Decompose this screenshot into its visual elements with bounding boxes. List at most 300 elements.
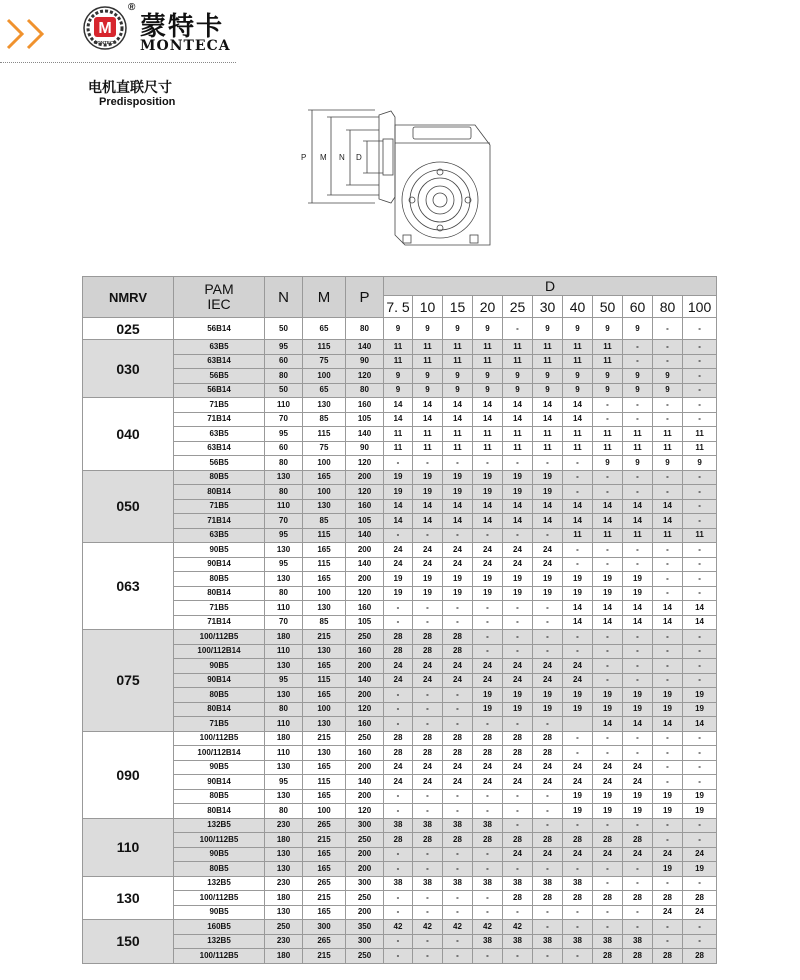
pam-iec-cell: 71B5: [174, 601, 265, 616]
table-cell: 28: [443, 630, 473, 645]
table-cell: -: [593, 485, 623, 500]
table-cell: 24: [413, 673, 443, 688]
table-cell: 24: [533, 760, 563, 775]
table-row: [83, 630, 717, 645]
table-cell: -: [683, 543, 717, 558]
table-cell: 9: [683, 456, 717, 471]
table-cell: 200: [346, 659, 384, 674]
table-cell: 165: [303, 789, 346, 804]
table-cell: 265: [303, 818, 346, 833]
table-cell: -: [413, 688, 443, 703]
table-cell: -: [653, 920, 683, 935]
table-cell: 200: [346, 543, 384, 558]
table-cell: 19: [683, 702, 717, 717]
table-cell: 42: [413, 920, 443, 935]
table-cell: 9: [443, 318, 473, 340]
table-cell: 38: [533, 934, 563, 949]
table-cell: 85: [303, 615, 346, 630]
table-cell: 80: [265, 485, 303, 500]
table-cell: 24: [563, 847, 593, 862]
table-cell: 80: [346, 383, 384, 398]
table-cell: 95: [265, 775, 303, 790]
table-cell: 9: [563, 318, 593, 340]
table-cell: 28: [384, 630, 413, 645]
table-cell: -: [683, 644, 717, 659]
table-cell: 9: [653, 369, 683, 384]
table-cell: 9: [384, 383, 413, 398]
table-cell: 130: [265, 659, 303, 674]
col-header-d-5: 30: [533, 296, 563, 318]
table-cell: -: [533, 862, 563, 877]
nmrv-size: 075: [83, 630, 174, 732]
table-cell: 14: [473, 398, 503, 413]
pam-iec-cell: 90B5: [174, 847, 265, 862]
col-header-d-0: 7. 5: [384, 296, 413, 318]
table-cell: -: [503, 818, 533, 833]
table-cell: -: [563, 644, 593, 659]
table-row: [83, 485, 717, 500]
table-cell: 11: [653, 427, 683, 442]
table-cell: 130: [265, 789, 303, 804]
table-cell: -: [653, 731, 683, 746]
table-cell: 28: [413, 833, 443, 848]
table-cell: -: [384, 688, 413, 703]
table-cell: 28: [413, 731, 443, 746]
table-cell: -: [563, 557, 593, 572]
table-cell: 250: [346, 731, 384, 746]
dimension-table: [82, 276, 717, 964]
table-cell: 28: [653, 891, 683, 906]
table-cell: 115: [303, 775, 346, 790]
table-cell: 9: [563, 369, 593, 384]
pam-iec-cell: 71B5: [174, 499, 265, 514]
table-cell: -: [384, 528, 413, 543]
table-cell: 14: [533, 514, 563, 529]
table-row: [83, 318, 717, 340]
table-cell: -: [443, 456, 473, 471]
table-cell: 19: [443, 586, 473, 601]
table-cell: 95: [265, 557, 303, 572]
table-cell: 14: [623, 514, 653, 529]
table-cell: 130: [303, 717, 346, 732]
table-cell: -: [653, 412, 683, 427]
col-header-d-1: 10: [413, 296, 443, 318]
table-cell: -: [683, 934, 717, 949]
table-cell: 160: [346, 717, 384, 732]
table-row: [83, 383, 717, 398]
table-row: [83, 876, 717, 891]
table-cell: 160: [346, 398, 384, 413]
table-cell: 95: [265, 528, 303, 543]
table-cell: 28: [413, 630, 443, 645]
table-cell: -: [653, 470, 683, 485]
table-cell: 19: [593, 688, 623, 703]
table-cell: -: [653, 398, 683, 413]
table-cell: -: [503, 318, 533, 340]
table-cell: 14: [563, 499, 593, 514]
table-cell: -: [593, 543, 623, 558]
col-header-m: M: [303, 277, 346, 318]
pam-iec-cell: 80B5: [174, 789, 265, 804]
table-cell: 38: [563, 876, 593, 891]
table-cell: -: [413, 804, 443, 819]
pam-iec-cell: 80B14: [174, 804, 265, 819]
table-cell: 24: [533, 775, 563, 790]
col-header-d-10: 100: [683, 296, 717, 318]
pam-iec-cell: 63B14: [174, 441, 265, 456]
pam-iec-cell: 56B14: [174, 383, 265, 398]
table-cell: -: [533, 789, 563, 804]
table-cell: 200: [346, 905, 384, 920]
table-cell: -: [683, 369, 717, 384]
table-cell: -: [683, 514, 717, 529]
table-cell: 19: [473, 702, 503, 717]
table-cell: 115: [303, 528, 346, 543]
table-cell: 100: [303, 485, 346, 500]
table-cell: 24: [593, 775, 623, 790]
table-cell: 95: [265, 427, 303, 442]
table-cell: 28: [384, 731, 413, 746]
table-row: [83, 427, 717, 442]
table-cell: -: [503, 630, 533, 645]
pam-iec-cell: 160B5: [174, 920, 265, 935]
table-row: [83, 760, 717, 775]
double-chevron-icon: [6, 14, 54, 54]
table-cell: 24: [683, 905, 717, 920]
table-cell: 14: [623, 615, 653, 630]
table-cell: 28: [443, 833, 473, 848]
table-cell: 14: [683, 601, 717, 616]
table-cell: 14: [623, 717, 653, 732]
pam-iec-cell: 56B5: [174, 456, 265, 471]
table-cell: -: [413, 456, 443, 471]
table-cell: -: [653, 644, 683, 659]
table-cell: 100: [303, 369, 346, 384]
table-cell: 180: [265, 630, 303, 645]
table-cell: 42: [384, 920, 413, 935]
table-cell: 14: [473, 514, 503, 529]
col-header-d-7: 50: [593, 296, 623, 318]
table-cell: 50: [265, 383, 303, 398]
table-cell: 19: [623, 572, 653, 587]
table-cell: 24: [533, 543, 563, 558]
table-cell: 28: [503, 746, 533, 761]
table-cell: 19: [563, 804, 593, 819]
table-cell: 19: [593, 586, 623, 601]
table-cell: 110: [265, 499, 303, 514]
table-cell: 24: [503, 847, 533, 862]
table-cell: 140: [346, 775, 384, 790]
table-cell: 9: [443, 369, 473, 384]
table-cell: -: [623, 659, 653, 674]
table-cell: 11: [443, 340, 473, 355]
table-cell: 11: [593, 441, 623, 456]
table-cell: 19: [473, 586, 503, 601]
table-cell: -: [473, 891, 503, 906]
table-cell: 11: [653, 441, 683, 456]
table-cell: 19: [533, 702, 563, 717]
table-row: [83, 470, 717, 485]
table-cell: -: [563, 485, 593, 500]
table-cell: 100: [303, 702, 346, 717]
table-cell: 24: [384, 557, 413, 572]
table-cell: 9: [593, 318, 623, 340]
table-cell: 19: [623, 702, 653, 717]
table-cell: 95: [265, 340, 303, 355]
table-cell: -: [473, 601, 503, 616]
table-cell: -: [473, 456, 503, 471]
table-cell: 24: [533, 659, 563, 674]
table-cell: -: [623, 731, 653, 746]
pam-iec-cell: 100/112B5: [174, 731, 265, 746]
table-cell: 215: [303, 949, 346, 964]
col-header-d-9: 80: [653, 296, 683, 318]
table-cell: -: [653, 543, 683, 558]
table-cell: -: [593, 659, 623, 674]
table-cell: 9: [653, 456, 683, 471]
table-cell: 28: [533, 833, 563, 848]
table-cell: 19: [653, 789, 683, 804]
table-cell: 24: [683, 847, 717, 862]
table-cell: 115: [303, 427, 346, 442]
table-cell: 28: [384, 746, 413, 761]
table-row: [83, 891, 717, 906]
pam-iec-cell: 132B5: [174, 934, 265, 949]
table-cell: 24: [443, 775, 473, 790]
table-cell: 11: [683, 441, 717, 456]
table-cell: 28: [473, 731, 503, 746]
table-row: [83, 586, 717, 601]
table-cell: 11: [413, 441, 443, 456]
pam-iec-cell: 100/112B5: [174, 630, 265, 645]
table-cell: -: [593, 731, 623, 746]
dim-label-n: N: [339, 153, 345, 162]
pam-iec-cell: 71B14: [174, 412, 265, 427]
table-cell: -: [683, 499, 717, 514]
table-cell: -: [413, 847, 443, 862]
table-cell: 28: [503, 891, 533, 906]
table-cell: 11: [533, 427, 563, 442]
table-cell: 165: [303, 572, 346, 587]
table-cell: 165: [303, 688, 346, 703]
pam-iec-cell: 80B5: [174, 470, 265, 485]
table-cell: 24: [473, 775, 503, 790]
table-cell: 215: [303, 891, 346, 906]
table-cell: -: [533, 456, 563, 471]
table-cell: 110: [265, 601, 303, 616]
table-cell: 140: [346, 528, 384, 543]
pam-iec-cell: 80B14: [174, 485, 265, 500]
table-cell: -: [593, 876, 623, 891]
table-cell: 90: [346, 441, 384, 456]
table-cell: 11: [593, 340, 623, 355]
table-cell: 11: [503, 354, 533, 369]
table-cell: 130: [265, 862, 303, 877]
header-divider: [0, 62, 236, 63]
table-cell: 11: [384, 354, 413, 369]
table-cell: -: [473, 862, 503, 877]
pam-iec-cell: 100/112B5: [174, 833, 265, 848]
table-cell: -: [473, 630, 503, 645]
table-cell: 19: [593, 804, 623, 819]
table-cell: 14: [503, 398, 533, 413]
table-cell: 14: [563, 514, 593, 529]
dim-label-m: M: [320, 153, 327, 162]
table-cell: 19: [473, 470, 503, 485]
pam-iec-cell: 100/112B14: [174, 644, 265, 659]
table-cell: -: [384, 601, 413, 616]
table-cell: 19: [443, 485, 473, 500]
pam-iec-cell: 90B14: [174, 775, 265, 790]
table-cell: 19: [503, 572, 533, 587]
table-cell: 19: [533, 572, 563, 587]
table-cell: 24: [503, 760, 533, 775]
table-cell: 19: [533, 586, 563, 601]
table-cell: 11: [563, 528, 593, 543]
table-cell: -: [683, 920, 717, 935]
table-cell: 11: [533, 354, 563, 369]
col-header-p: P: [346, 277, 384, 318]
pam-iec-cell: 80B14: [174, 586, 265, 601]
table-cell: 28: [443, 731, 473, 746]
table-row: [83, 717, 717, 732]
table-row: [83, 818, 717, 833]
table-cell: -: [443, 891, 473, 906]
col-header-d-8: 60: [623, 296, 653, 318]
table-cell: -: [653, 673, 683, 688]
table-cell: 24: [443, 673, 473, 688]
table-cell: 19: [413, 586, 443, 601]
table-cell: 130: [265, 470, 303, 485]
table-cell: 38: [533, 876, 563, 891]
table-cell: 19: [503, 688, 533, 703]
table-cell: 28: [623, 949, 653, 964]
table-cell: -: [443, 688, 473, 703]
table-cell: 165: [303, 470, 346, 485]
table-cell: -: [563, 746, 593, 761]
table-cell: 28: [443, 644, 473, 659]
table-cell: 140: [346, 427, 384, 442]
table-cell: -: [413, 789, 443, 804]
pam-iec-cell: 80B5: [174, 862, 265, 877]
table-cell: 75: [303, 441, 346, 456]
section-title-en: Predisposition: [99, 96, 176, 108]
table-cell: 14: [593, 499, 623, 514]
table-cell: -: [623, 630, 653, 645]
table-cell: -: [503, 644, 533, 659]
section-title-cn: 电机直联尺寸: [88, 80, 172, 96]
table-cell: 28: [473, 746, 503, 761]
table-cell: -: [384, 804, 413, 819]
table-cell: 19: [443, 572, 473, 587]
table-cell: -: [623, 543, 653, 558]
table-cell: 38: [503, 876, 533, 891]
col-header-d-2: 15: [443, 296, 473, 318]
table-cell: 19: [384, 572, 413, 587]
nmrv-size: 063: [83, 543, 174, 630]
pam-iec-cell: 63B5: [174, 340, 265, 355]
table-cell: 230: [265, 934, 303, 949]
table-cell: -: [623, 470, 653, 485]
pam-iec-cell: 56B5: [174, 369, 265, 384]
table-cell: 180: [265, 833, 303, 848]
table-cell: -: [683, 485, 717, 500]
table-row: [83, 557, 717, 572]
nmrv-size: 130: [83, 876, 174, 920]
table-cell: 14: [563, 601, 593, 616]
table-cell: -: [563, 818, 593, 833]
table-cell: -: [593, 746, 623, 761]
table-cell: -: [533, 630, 563, 645]
table-cell: 19: [503, 485, 533, 500]
table-cell: -: [623, 398, 653, 413]
table-cell: 9: [653, 383, 683, 398]
table-cell: -: [653, 354, 683, 369]
pam-iec-cell: 132B5: [174, 876, 265, 891]
table-row: [83, 572, 717, 587]
table-cell: -: [503, 789, 533, 804]
table-cell: 9: [533, 383, 563, 398]
table-cell: 28: [533, 746, 563, 761]
table-cell: 14: [683, 717, 717, 732]
pam-iec-cell: 90B14: [174, 673, 265, 688]
table-cell: 85: [303, 514, 346, 529]
table-cell: -: [473, 615, 503, 630]
table-cell: 28: [593, 949, 623, 964]
table-cell: 11: [533, 441, 563, 456]
table-cell: 80: [265, 702, 303, 717]
table-cell: -: [503, 949, 533, 964]
table-cell: 130: [303, 398, 346, 413]
table-cell: 19: [563, 688, 593, 703]
nmrv-size: 025: [83, 318, 174, 340]
table-cell: 14: [533, 499, 563, 514]
table-cell: 9: [384, 318, 413, 340]
col-header-d-4: 25: [503, 296, 533, 318]
table-cell: 14: [384, 514, 413, 529]
table-row: [83, 731, 717, 746]
table-cell: 19: [443, 470, 473, 485]
table-cell: 28: [533, 891, 563, 906]
table-cell: -: [623, 354, 653, 369]
table-cell: 9: [533, 369, 563, 384]
table-cell: 38: [503, 934, 533, 949]
table-cell: 250: [346, 630, 384, 645]
table-cell: 24: [593, 760, 623, 775]
table-cell: 11: [533, 340, 563, 355]
table-cell: 250: [265, 920, 303, 935]
table-cell: 38: [473, 934, 503, 949]
table-cell: -: [653, 934, 683, 949]
table-cell: 110: [265, 644, 303, 659]
table-cell: 14: [413, 398, 443, 413]
table-cell: 130: [265, 760, 303, 775]
pam-iec-cell: 63B5: [174, 528, 265, 543]
table-cell: -: [623, 557, 653, 572]
table-cell: 14: [384, 412, 413, 427]
table-cell: -: [683, 586, 717, 601]
table-cell: -: [653, 775, 683, 790]
table-cell: 24: [503, 659, 533, 674]
table-cell: -: [533, 818, 563, 833]
table-cell: -: [593, 862, 623, 877]
table-cell: 9: [443, 383, 473, 398]
table-cell: -: [623, 746, 653, 761]
table-cell: -: [413, 905, 443, 920]
table-cell: 24: [593, 847, 623, 862]
table-cell: 28: [623, 833, 653, 848]
table-cell: -: [443, 702, 473, 717]
